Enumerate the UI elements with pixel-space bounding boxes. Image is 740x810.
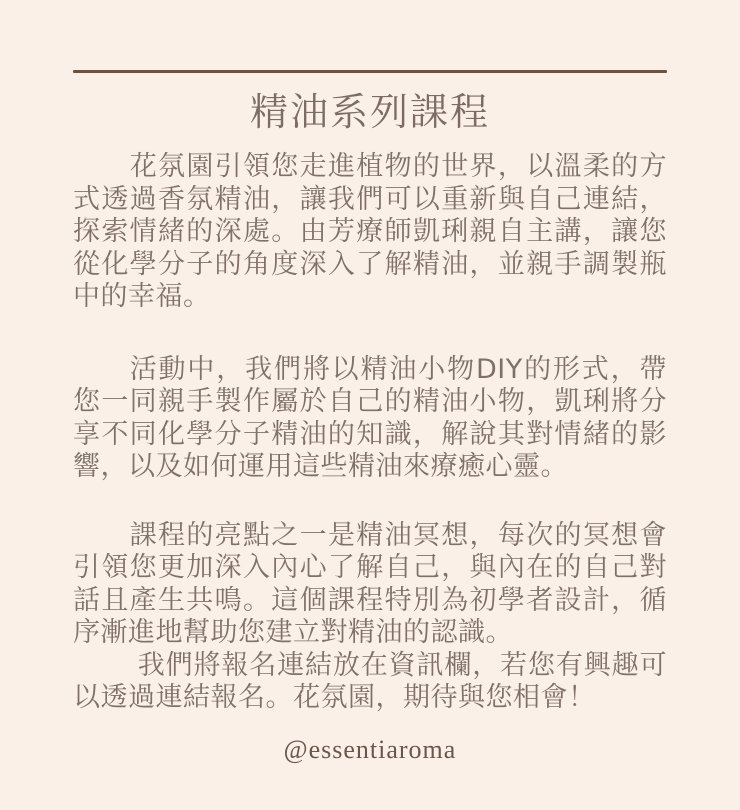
body-text xyxy=(73,151,667,715)
post-card xyxy=(0,70,740,810)
paragraph-activity: 活動中，我們將以精油小物DIY的形式，帶您一同親手製作屬於自己的精油小物，凱琍將分享不同化學分子精油的知識，解說其對情緒的影響，以及如何運用這些精油來療癒心靈。 xyxy=(73,353,667,482)
paragraph-signup: 我們將報名連結放在資訊欄，若您有興趣可以透過連結報名。花氛園，期待與您相會！ xyxy=(73,649,667,713)
paragraph-intro: 花氛園引領您走進植物的世界，以溫柔的方式透過香氛精油，讓我們可以重新與自己連結，探索情緒的深處。由芳療師凱琍親自主講，讓您從化學分子的角度深入了解精油，並親手調製瓶中的幸福。 xyxy=(73,151,667,312)
top-divider xyxy=(73,70,667,73)
footer-handle: @essentiaroma xyxy=(283,734,457,764)
paragraph-highlight: 課程的亮點之一是精油冥想，每次的冥想會引領您更加深入內心了解自己，與內在的自己對話且產生共鳴。這個課程特別為初學者設計，循序漸進地幫助您建立對精油的認識。 xyxy=(73,519,667,648)
page-title: 精油系列課程 xyxy=(249,90,490,134)
